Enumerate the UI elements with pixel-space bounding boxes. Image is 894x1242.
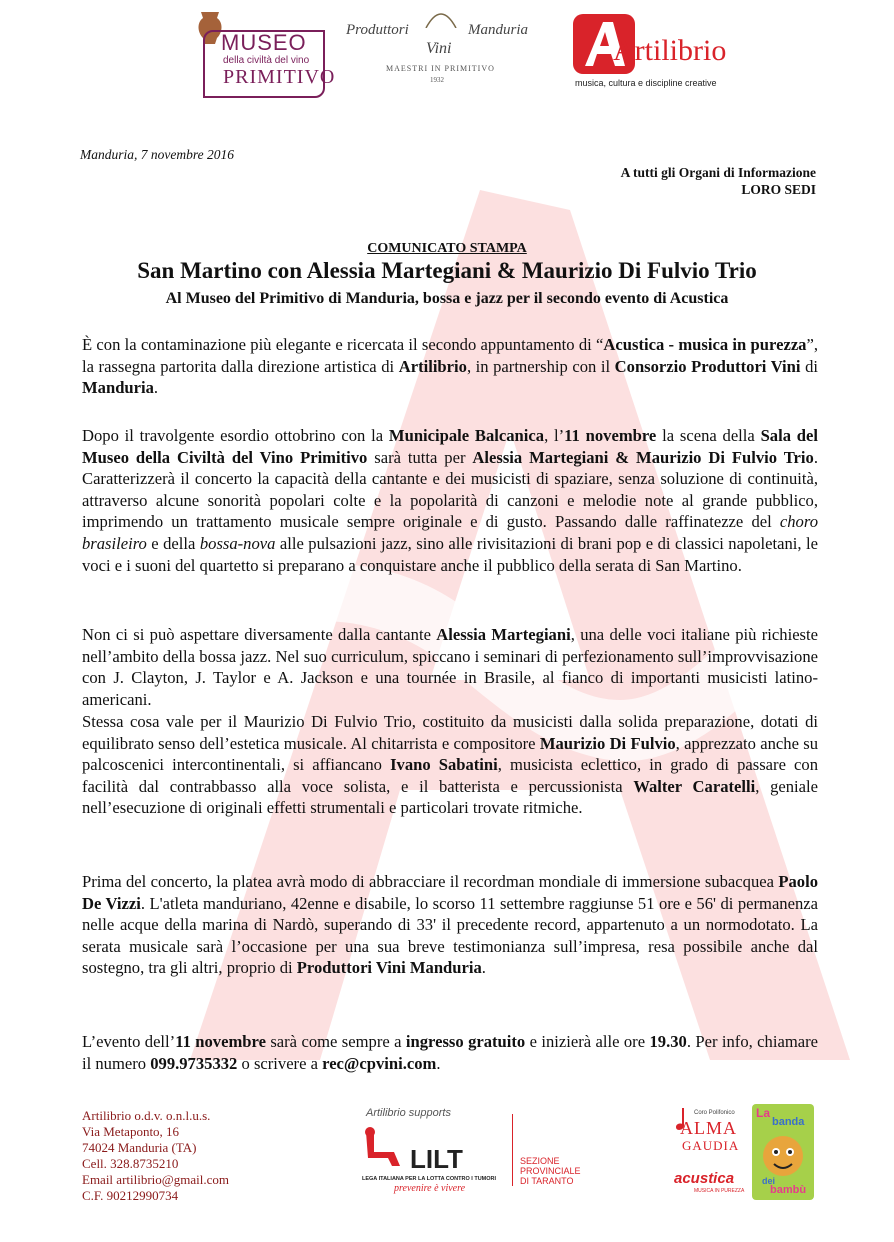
bold-text: Acustica - musica in purezza [603,335,807,354]
bold-text: ingresso gratuito [405,1032,526,1051]
lilt-section [520,1156,581,1186]
paragraph-5: Prima del concerto, la platea avrà modo di abbracciare il recordman mondiale di immersione subacquea Paolo De Vizzi. L'atleta manduriano, 42enne e disabile, lo scorso 11 settembre raggiunse 51 ore e 56' di permanenza nelle acque della marina di Nardò, superando di 33' il precedente record, appartenuto a un normodotato. La serata musicale sarà l’occasione per una sua breve testimonianza sull’impresa, resa possibile anche dal sostegno, tra gli altri, proprio di Produttori Vini Manduria. [82,872,818,978]
section-line: PROVINCIALE [520,1166,581,1176]
page-title: San Martino con Alessia Martegiani & Maurizio Di Fulvio Trio [137,258,757,283]
letter-date: Manduria, 7 novembre 2016 [80,147,234,162]
italic-text: choro brasileiro [82,512,818,553]
recipient-line1: A tutti gli Organi di Informazione [620,165,816,180]
produttori-logo [346,6,536,86]
press-release-label: COMUNICATO STAMPA [367,241,527,256]
produttori-left: Produttori [346,22,409,38]
bold-text: Municipale Balcanica [388,426,545,445]
cartoon-face-icon [758,1134,808,1178]
lilt-slogan: prevenire è vivere [394,1183,466,1194]
alma-name: ALMA [680,1118,737,1138]
address-line: Email artilibrio@gmail.com [82,1172,229,1187]
acustica-name: acustica [674,1170,735,1187]
produttori-vini: Vini [426,40,452,57]
bold-text: Walter Caratelli [633,776,756,796]
bold-text: Maurizio Di Fulvio [539,733,676,753]
supports-label: Artilibrio supports [366,1107,451,1119]
address-line: Cell. 328.8735210 [82,1156,179,1171]
artilibrio-logo [573,14,743,88]
lilt-divider [512,1114,513,1186]
paragraph-4: Stessa cosa vale per il Maurizio Di Fulvio Trio, costituito da musicisti dalla solida preparazione, dotati di equilibrato senso dell’estetica musicale. Al chitarrista e compositore Maurizio Di Fulvio, apprezzato anche su palcoscenici intercontinentali, si affiancano Ivano Sabatini, musicista eclettico, in grado di passare con facilità dal contrabbasso alla voce solista, e il batterista e percussionista Walter Caratelli, geniale nell’esecuzione di originali effetti strumentali e particolari trovate ritmiche. [82,712,818,818]
page-subtitle: Al Museo del Primitivo di Manduria, bossa e jazz per il secondo evento di Acustica [165,290,729,307]
bold-text: 19.30 [649,1032,687,1051]
arch-icon [424,6,458,28]
address-line: Via Metaponto, 16 [82,1124,180,1139]
paragraph-3: Non ci si può aspettare diversamente dalla cantante Alessia Martegiani, una delle voci italiane più richieste nell’ambito della bossa jazz. Nel suo curriculum, spiccano i seminari di perfezionamento sull’improvvisazione con J. Clayton, J. Taylor e A. Jackson e una tournée in Brasile, al fianco di importanti musicisti latino-americani. [82,625,818,709]
address-line: 74024 Manduria (TA) [82,1140,197,1155]
bold-text: Manduria [82,378,154,398]
produttori-tagline: MAESTRI IN PRIMITIVO [386,64,495,73]
address-line: C.F. 90212990734 [82,1188,179,1203]
bold-text: Alessia Martegiani & Maurizio Di Fulvio Trio [472,447,814,467]
gaudia-name: GAUDIA [682,1138,740,1153]
recipient-line2: LORO SEDI [741,182,816,197]
produttori-right: Manduria [468,22,528,38]
paragraph-2: Dopo il travolgente esordio ottobrino con la Municipale Balcanica, l’11 novembre la scena della Sala del Museo della Civiltà del Vino Primitivo sarà tutta per Alessia Martegiani & Maurizio Di Fulvio Trio. Caratterizzerà il concerto la capacità della cantante e dei musicisti di spaziare, senza soluzione di continuità, attraverso alcune sonorità popolari colte e la popolarità di canzoni e melodie note al grande pubblico, imprimendo un trattamento musicale sempre originale e di gusto. Passando dalle raffinatezze del choro brasileiro e della bossa-nova alle pulsazioni jazz, sino alle rivisitazioni di brani pop e di classici napoletani, le voci e i suoni del quartetto si preparano a conquistare anche il pubblico della serata di San Martino. [82,426,818,575]
museo-logo [195,10,336,102]
lilt-logo [360,1126,500,1196]
bold-text: Artilibrio [398,356,467,376]
alma-small: Coro Polifonico [694,1110,735,1116]
acustica-tagline: MUSICA IN PUREZZA [694,1188,745,1194]
bold-text: Sala del Museo della Civiltà del Vino Primitivo [82,426,818,467]
bold-text: 11 novembre [175,1032,266,1051]
section-line: DI TARANTO [520,1176,574,1186]
footer-address [82,1108,229,1204]
bold-text: Paolo De Vizzi [82,872,818,913]
museo-subtitle: della civiltà del vino [223,55,310,66]
banda-bambu-logo [752,1104,814,1200]
lilt-caption: LEGA ITALIANA PER LA LOTTA CONTRO I TUMORI [362,1176,497,1182]
bold-text: Produttori Vini Manduria [296,958,482,978]
banda-t4: bambù [770,1184,807,1196]
italic-text: bossa-nova [199,533,276,553]
produttori-year: 1932 [430,76,444,84]
acustica-logo [672,1170,744,1196]
bold-text: Ivano Sabatini [390,755,498,775]
address-line: Artilibrio o.d.v. o.n.l.u.s. [82,1108,211,1123]
bold-text: rec@cpvini.com [322,1053,437,1073]
artilibrio-tagline: musica, cultura e discipline creative [575,78,717,88]
bold-text: 11 novembre [564,426,657,445]
lilt-chair-icon [360,1126,406,1170]
bold-text: 099.9735332 [150,1053,238,1073]
paragraph-1: È con la contaminazione più elegante e ricercata il secondo appuntamento di “Acustica - musica in purezza”, la rassegna partorita dalla direzione artistica di Artilibrio, in partnership con il Consorzio Produttori Vini di Manduria. [82,335,818,398]
artilibrio-name: Artilibrio [613,34,727,67]
banda-t2: banda [772,1116,805,1128]
museo-title: MUSEO [221,30,307,55]
paragraph-6: L’evento dell’11 novembre sarà come sempre a ingresso gratuito e inizierà alle ore 19.30. Per info, chiamare il numero 099.9735332 o scrivere a rec@cpvini.com. [82,1032,818,1073]
banda-t1: La [756,1106,771,1120]
banda-t3: dei [762,1176,776,1186]
section-line: SEZIONE [520,1156,560,1166]
bold-text: Consorzio Produttori Vini [614,356,801,376]
museo-primitivo: PRIMITIVO [223,66,336,88]
alma-gaudia-logo [672,1106,742,1156]
bold-text: Alessia Martegiani [436,625,571,644]
lilt-name: LILT [410,1144,463,1174]
